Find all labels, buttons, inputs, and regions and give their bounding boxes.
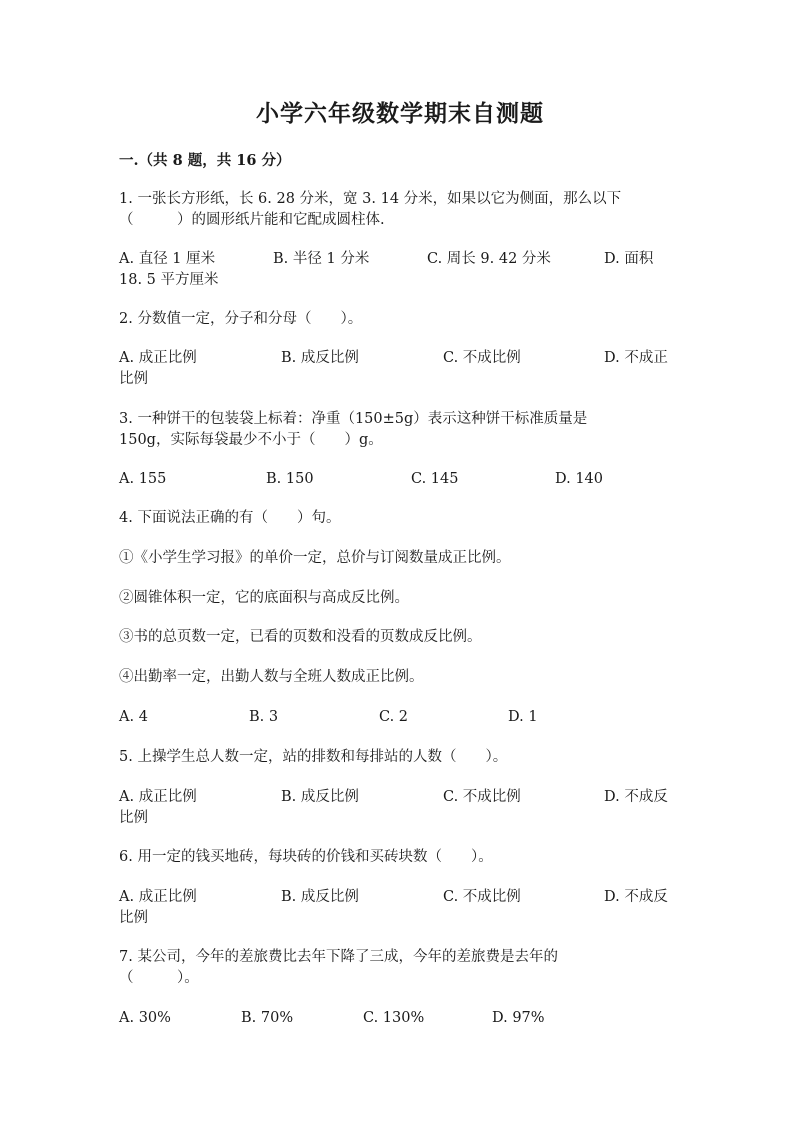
question-1-option-d: D. 面积 [604, 251, 654, 267]
question-3-option-b: B. 150 [266, 471, 314, 487]
question-6-option-a: A. 成正比例 [119, 889, 197, 905]
question-3-option-d: D. 140 [555, 471, 604, 487]
question-7-option-b: B. 70% [241, 1010, 294, 1026]
question-5-option-a: A. 成正比例 [119, 789, 197, 805]
question-7-option-c: C. 130% [363, 1010, 425, 1026]
question-6-text-line-1: 6. 用一定的钱买地砖，每块砖的价钱和买砖块数（ ）。 [119, 849, 493, 865]
question-5-text-line-1: 5. 上操学生总人数一定，站的排数和每排站的人数（ ）。 [119, 749, 508, 765]
question-1-option-a: A. 直径 1 厘米 [119, 251, 216, 267]
question-4-statement-4: ④出勤率一定，出勤人数与全班人数成正比例。 [119, 669, 424, 685]
question-5-option-b: B. 成反比例 [281, 789, 359, 805]
question-2-option-b: B. 成反比例 [281, 350, 359, 366]
question-1-text-line-2: （ ）的圆形纸片能和它配成圆柱体. [119, 212, 385, 228]
question-2-text-line-1: 2. 分数值一定，分子和分母（ ）。 [119, 311, 363, 327]
section-header: 一.（共 8 题，共 16 分） [119, 152, 291, 169]
question-4-statement-1: ①《小学生学习报》的单价一定，总价与订阅数量成正比例。 [119, 550, 511, 566]
question-4-option-c: C. 2 [379, 709, 409, 725]
question-5-option-d: D. 不成反 [604, 789, 668, 805]
question-5-option-d-wrap: 比例 [119, 810, 148, 826]
question-6-option-c: C. 不成比例 [443, 889, 521, 905]
question-3-text-line-1: 3. 一种饼干的包装袋上标着：净重（150±5g）表示这种饼干标准质量是 [119, 411, 588, 427]
question-4-option-a: A. 4 [119, 709, 148, 725]
question-3-option-a: A. 155 [119, 471, 167, 487]
question-4-text-line-1: 4. 下面说法正确的有（ ）句。 [119, 510, 341, 526]
question-2-option-c: C. 不成比例 [443, 350, 521, 366]
question-6-option-b: B. 成反比例 [281, 889, 359, 905]
question-6-option-d-wrap: 比例 [119, 910, 148, 926]
question-3-text-line-2: 150g，实际每袋最少不小于（ ）g。 [119, 432, 383, 448]
question-7-option-d: D. 97% [492, 1010, 545, 1026]
question-1-option-d-wrap: 18. 5 平方厘米 [119, 272, 219, 288]
question-4-option-b: B. 3 [249, 709, 279, 725]
question-2-option-d: D. 不成正 [604, 350, 668, 366]
question-1-option-c: C. 周长 9. 42 分米 [427, 251, 551, 267]
question-1-text-line-1: 1. 一张长方形纸，长 6. 28 分米，宽 3. 14 分米，如果以它为侧面，那么以下 [119, 191, 622, 207]
question-5-option-c: C. 不成比例 [443, 789, 521, 805]
question-7-text-line-2: （ ）。 [119, 970, 199, 986]
question-4-statement-2: ②圆锥体积一定，它的底面积与高成反比例。 [119, 590, 409, 606]
question-7-option-a: A. 30% [119, 1010, 171, 1026]
question-2-option-d-wrap: 比例 [119, 371, 148, 387]
question-1-option-b: B. 半径 1 分米 [273, 251, 370, 267]
question-7-text-line-1: 7. 某公司，今年的差旅费比去年下降了三成，今年的差旅费是去年的 [119, 949, 558, 965]
question-6-option-d: D. 不成反 [604, 889, 668, 905]
question-4-statement-3: ③书的总页数一定，已看的页数和没看的页数成反比例。 [119, 629, 482, 645]
question-3-option-c: C. 145 [411, 471, 459, 487]
page-title: 小学六年级数学期末自测题 [256, 100, 544, 127]
question-2-option-a: A. 成正比例 [119, 350, 197, 366]
question-4-option-d: D. 1 [508, 709, 538, 725]
